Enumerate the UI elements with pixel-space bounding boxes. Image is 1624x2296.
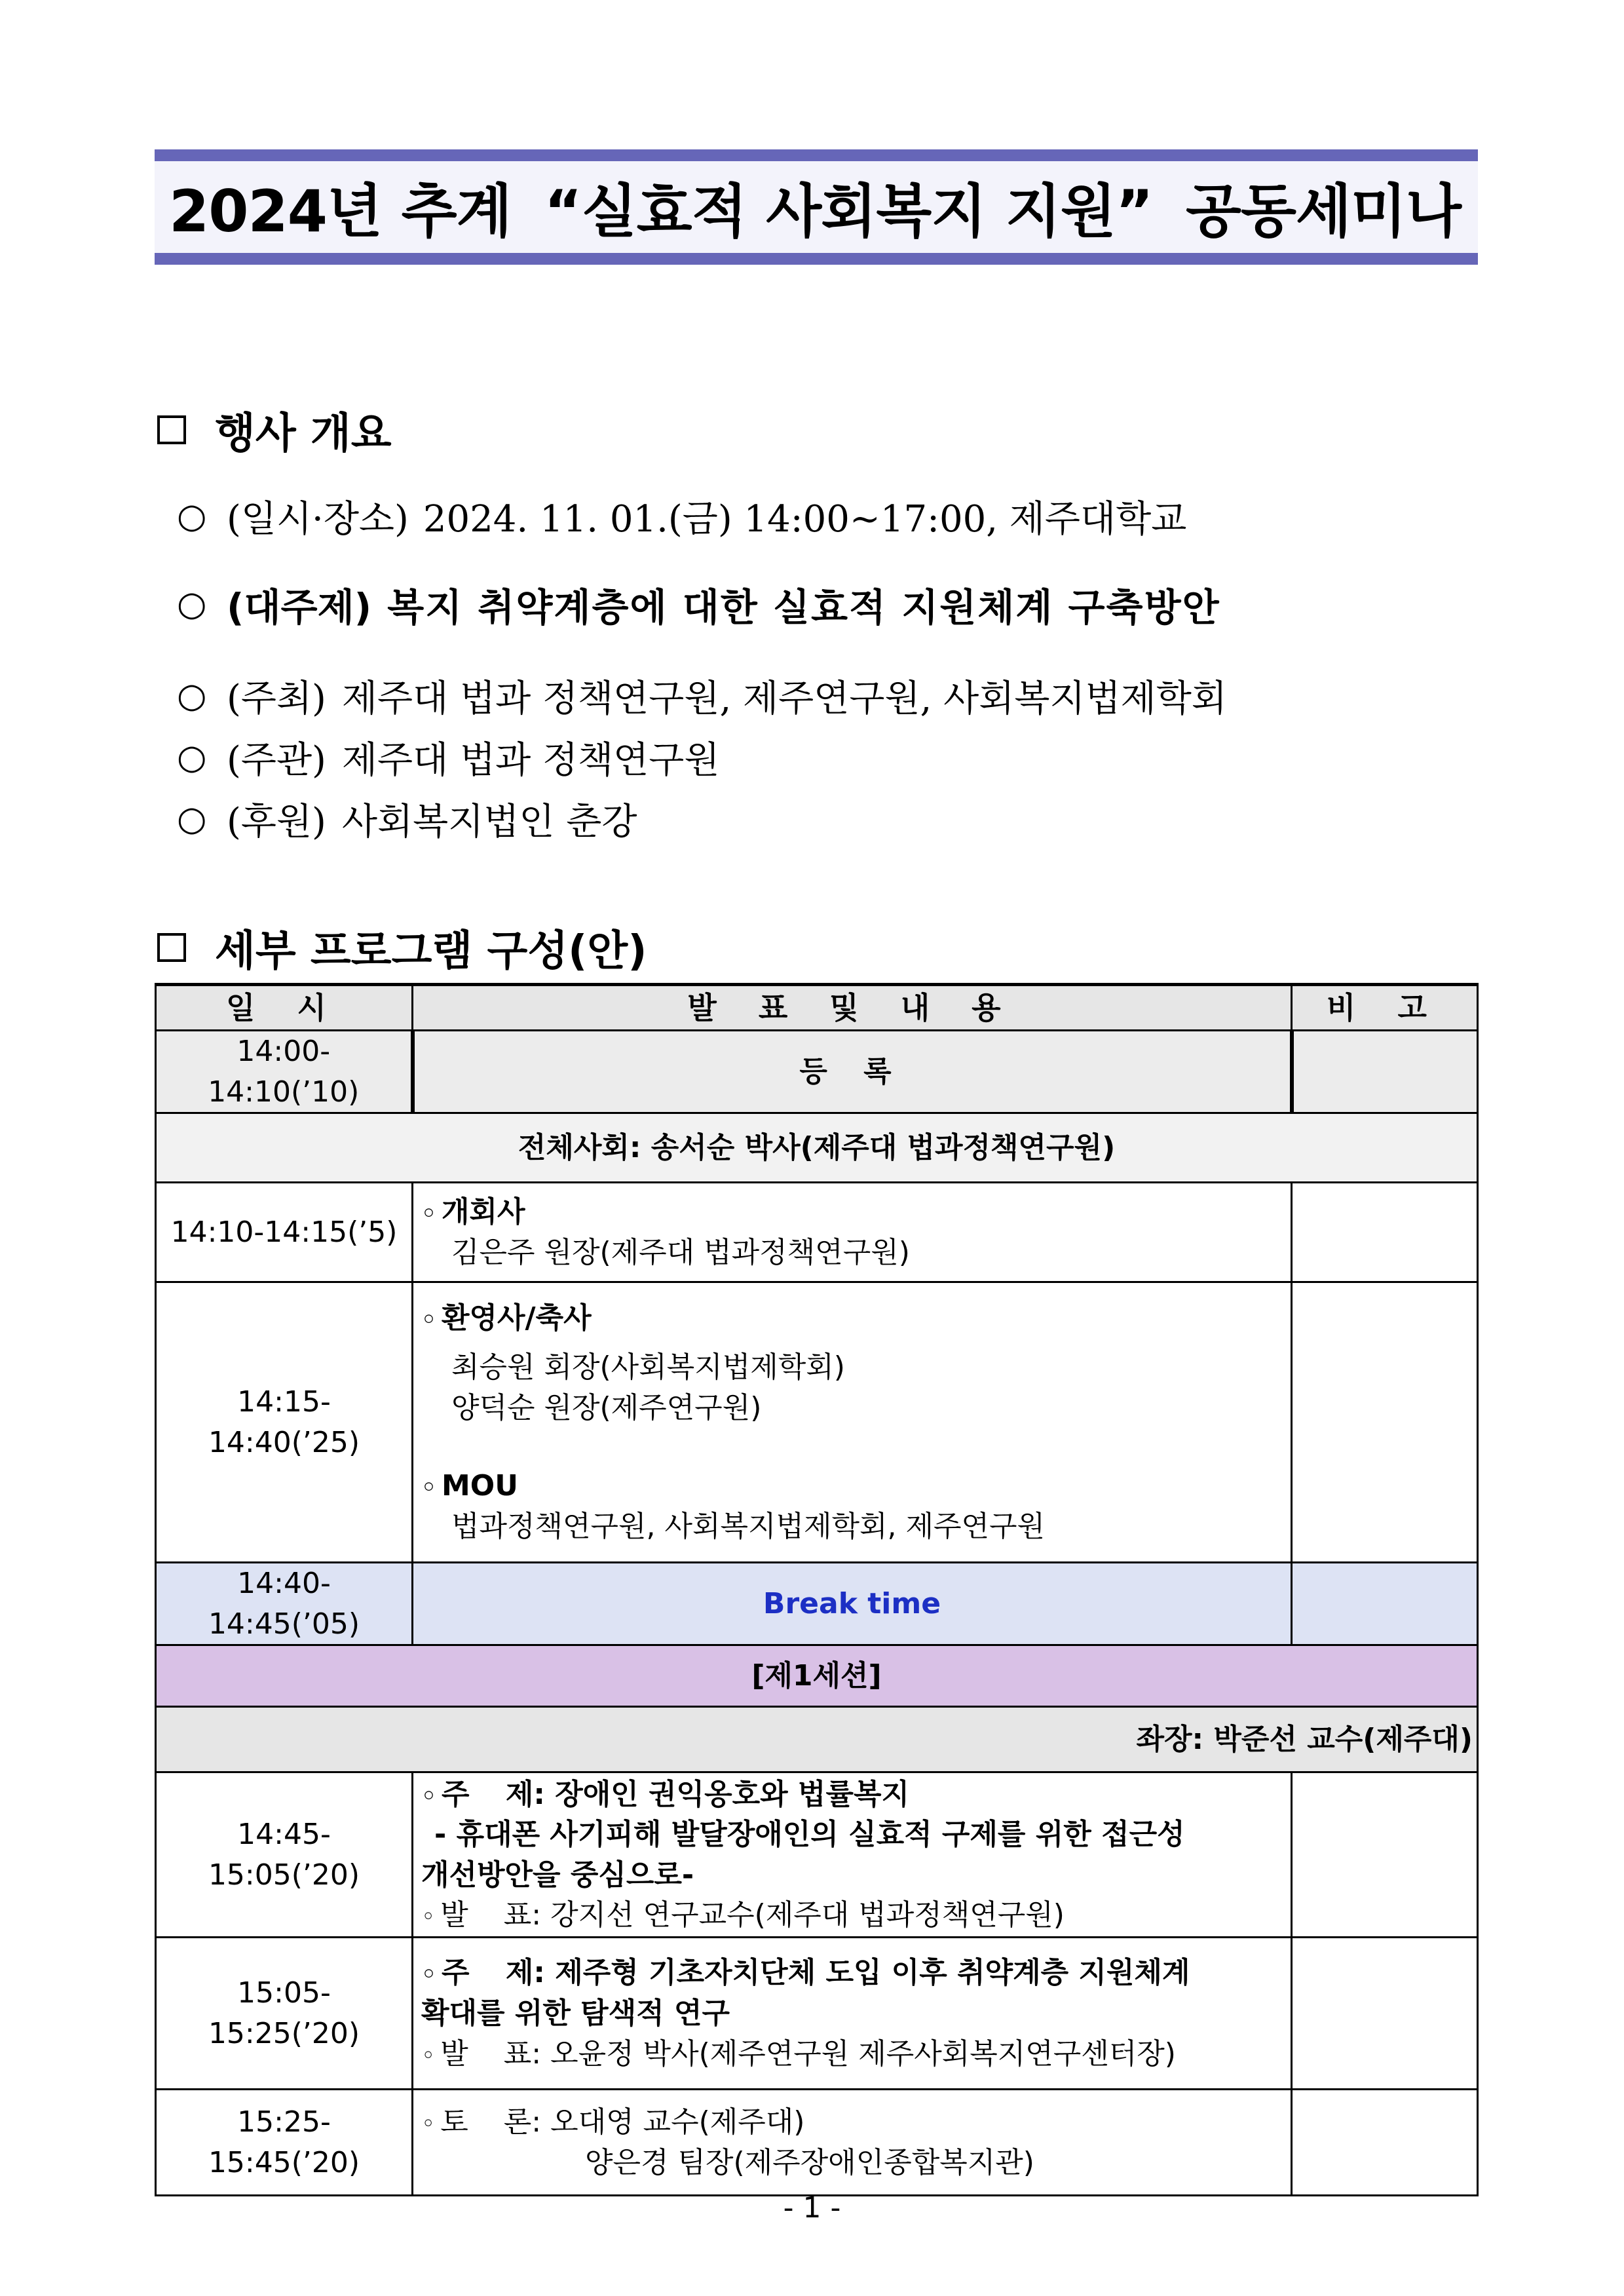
registration-label: 등 록 <box>413 1031 1292 1113</box>
header-time: 일 시 <box>156 985 413 1031</box>
talk2-presenter: 오윤정 박사(제주연구원 제주사회복지연구센터장) <box>550 2037 1176 2071</box>
note-cell <box>1292 1772 1478 1938</box>
circle-bullet-icon: ○ <box>177 799 207 839</box>
sponsor-label: (후원) <box>227 801 326 843</box>
program-heading-text: 세부 프로그램 구성(안) <box>215 927 647 976</box>
table-row <box>156 2090 1478 2196</box>
circle-bullet-icon: ○ <box>177 676 207 716</box>
circle-bullet-icon: ○ <box>177 497 207 536</box>
registration-time: 14:00-14:10(’10) <box>156 1031 413 1113</box>
table-row <box>156 1183 1478 1282</box>
talk1-content <box>413 1772 1292 1938</box>
small-circle-bullet-icon: ◦ <box>421 1961 437 1989</box>
opening-speaker: 김은주 원장(제주대 법과정책연구원) <box>451 1235 910 1269</box>
session1-label: [제1세션] <box>156 1645 1478 1707</box>
overview-item-organizer <box>177 731 719 784</box>
theme-label: (대주제) <box>227 585 372 630</box>
welcome-content <box>413 1282 1292 1563</box>
table-row <box>156 1938 1478 2090</box>
discussant-2: 양은경 팀장(제주장애인종합복지관) <box>585 2145 1034 2179</box>
datetime-label: (일시·장소) <box>227 498 409 541</box>
small-circle-bullet-icon: ◦ <box>421 2111 436 2138</box>
discussion-label: 토 론: <box>440 2105 542 2139</box>
discussion-time: 15:25-15:45(’20) <box>156 2090 413 2196</box>
note-cell <box>1292 1183 1478 1282</box>
talk2-presenter-line <box>421 2034 1283 2075</box>
small-circle-bullet-icon: ◦ <box>421 1200 437 1228</box>
talk2-time: 15:05-15:25(’20) <box>156 1938 413 2090</box>
note-cell <box>1292 2090 1478 2196</box>
talk2-topic-2: 확대를 위한 탐색적 연구 <box>421 1997 730 2031</box>
talk1-topic: 장애인 권익옹호와 법률복지 <box>555 1777 909 1811</box>
talk2-topic-label: 주 제: <box>442 1956 545 1990</box>
organizer-label: (주관) <box>227 739 326 782</box>
program-table <box>155 983 1479 2196</box>
host-value: 제주대 법과 정책연구원, 제주연구원, 사회복지법제학회 <box>341 678 1227 720</box>
opening-time: 14:10-14:15(’5) <box>156 1183 413 1282</box>
theme-value: 복지 취약계층에 대한 실효적 지원체계 구축방안 <box>387 585 1220 630</box>
table-row <box>156 1563 1478 1645</box>
title-event: 공동세미나 <box>1185 178 1461 245</box>
talk1-presenter: 강지선 연구교수(제주대 법과정책연구원) <box>550 1898 1065 1932</box>
small-circle-bullet-icon: ◦ <box>421 1306 437 1333</box>
circle-bullet-icon: ○ <box>177 584 207 624</box>
header-note: 비 고 <box>1292 985 1478 1031</box>
mou-title-line <box>421 1466 1283 1506</box>
talk2-content <box>413 1938 1292 2090</box>
checkbox-square-icon <box>157 415 186 444</box>
header-content: 발 표 및 내 용 <box>413 985 1292 1031</box>
table-row <box>156 1282 1478 1563</box>
note-cell <box>1292 1031 1478 1113</box>
small-circle-bullet-icon: ◦ <box>421 1474 437 1502</box>
talk1-topic-line <box>421 1774 1283 1815</box>
opening-title-line <box>421 1192 1283 1233</box>
discussion-line-1 <box>421 2102 1283 2143</box>
organizer-value: 제주대 법과 정책연구원 <box>341 739 720 782</box>
opening-content <box>413 1183 1292 1282</box>
overview-item-sponsor <box>177 793 637 845</box>
page-number: - 1 - <box>783 2191 841 2225</box>
note-cell <box>1292 1563 1478 1645</box>
break-label: Break time <box>413 1563 1292 1645</box>
session1-chair: 좌장: 박준선 교수(제주대) <box>156 1707 1478 1772</box>
discussion-content <box>413 2090 1292 2196</box>
table-row <box>156 1031 1478 1113</box>
talk1-presenter-label: 발 표: <box>440 1898 542 1932</box>
overview-item-host <box>177 670 1227 722</box>
break-time: 14:40-14:45(’05) <box>156 1563 413 1645</box>
note-cell <box>1292 1282 1478 1563</box>
welcome-speaker-2: 양덕순 원장(제주연구원) <box>451 1390 762 1425</box>
welcome-time: 14:15-14:40(’25) <box>156 1282 413 1563</box>
overview-item-datetime <box>177 490 1186 543</box>
program-heading <box>157 917 647 978</box>
talk2-presenter-label: 발 표: <box>440 2037 542 2071</box>
table-row <box>156 1707 1478 1772</box>
table-row <box>156 1113 1478 1183</box>
checkbox-square-icon <box>157 933 186 962</box>
welcome-speaker-1: 최승원 회장(사회복지법제학회) <box>451 1350 845 1385</box>
mou-parties: 법과정책연구원, 사회복지법제학회, 제주연구원 <box>451 1510 1046 1544</box>
small-circle-bullet-icon: ◦ <box>421 1904 436 1931</box>
table-header-row <box>156 985 1478 1031</box>
circle-bullet-icon: ○ <box>177 738 207 777</box>
small-circle-bullet-icon: ◦ <box>421 2042 436 2069</box>
host-label: (주최) <box>227 678 326 720</box>
talk2-topic-line <box>421 1953 1283 1993</box>
opening-title: 개회사 <box>442 1195 525 1229</box>
talk1-sub-1: - 휴대폰 사기피해 발달장애인의 실효적 구제를 위한 접근성 <box>434 1818 1185 1852</box>
overview-heading <box>157 400 392 460</box>
welcome-title: 환영사/축사 <box>442 1301 592 1335</box>
talk1-sub-2: 개선방안을 중심으로- <box>421 1858 694 1892</box>
mc-line: 전체사회: 송서순 박사(제주대 법과정책연구원) <box>156 1113 1478 1183</box>
title-theme: “실효적 사회복지 지원” <box>544 178 1153 245</box>
note-cell <box>1292 1938 1478 2090</box>
small-circle-bullet-icon: ◦ <box>421 1782 437 1810</box>
table-row <box>156 1772 1478 1938</box>
welcome-title-line <box>421 1298 1283 1339</box>
overview-heading-text: 행사 개요 <box>215 410 392 458</box>
title-banner <box>155 149 1478 265</box>
talk2-topic-1: 제주형 기초자치단체 도입 이후 취약계층 지원체계 <box>555 1956 1190 1990</box>
talk1-topic-label: 주 제: <box>442 1777 545 1811</box>
table-row <box>156 1645 1478 1707</box>
talk1-time: 14:45-15:05(’20) <box>156 1772 413 1938</box>
overview-item-theme <box>177 577 1220 632</box>
title-year: 2024년 추계 <box>169 178 512 245</box>
discussant-1: 오대영 교수(제주대) <box>550 2105 805 2139</box>
talk1-presenter-line <box>421 1895 1283 1936</box>
datetime-value: 2024. 11. 01.(금) 14:00~17:00, 제주대학교 <box>423 498 1187 541</box>
sponsor-value: 사회복지법인 춘강 <box>341 801 637 843</box>
mou-title: MOU <box>442 1469 518 1503</box>
